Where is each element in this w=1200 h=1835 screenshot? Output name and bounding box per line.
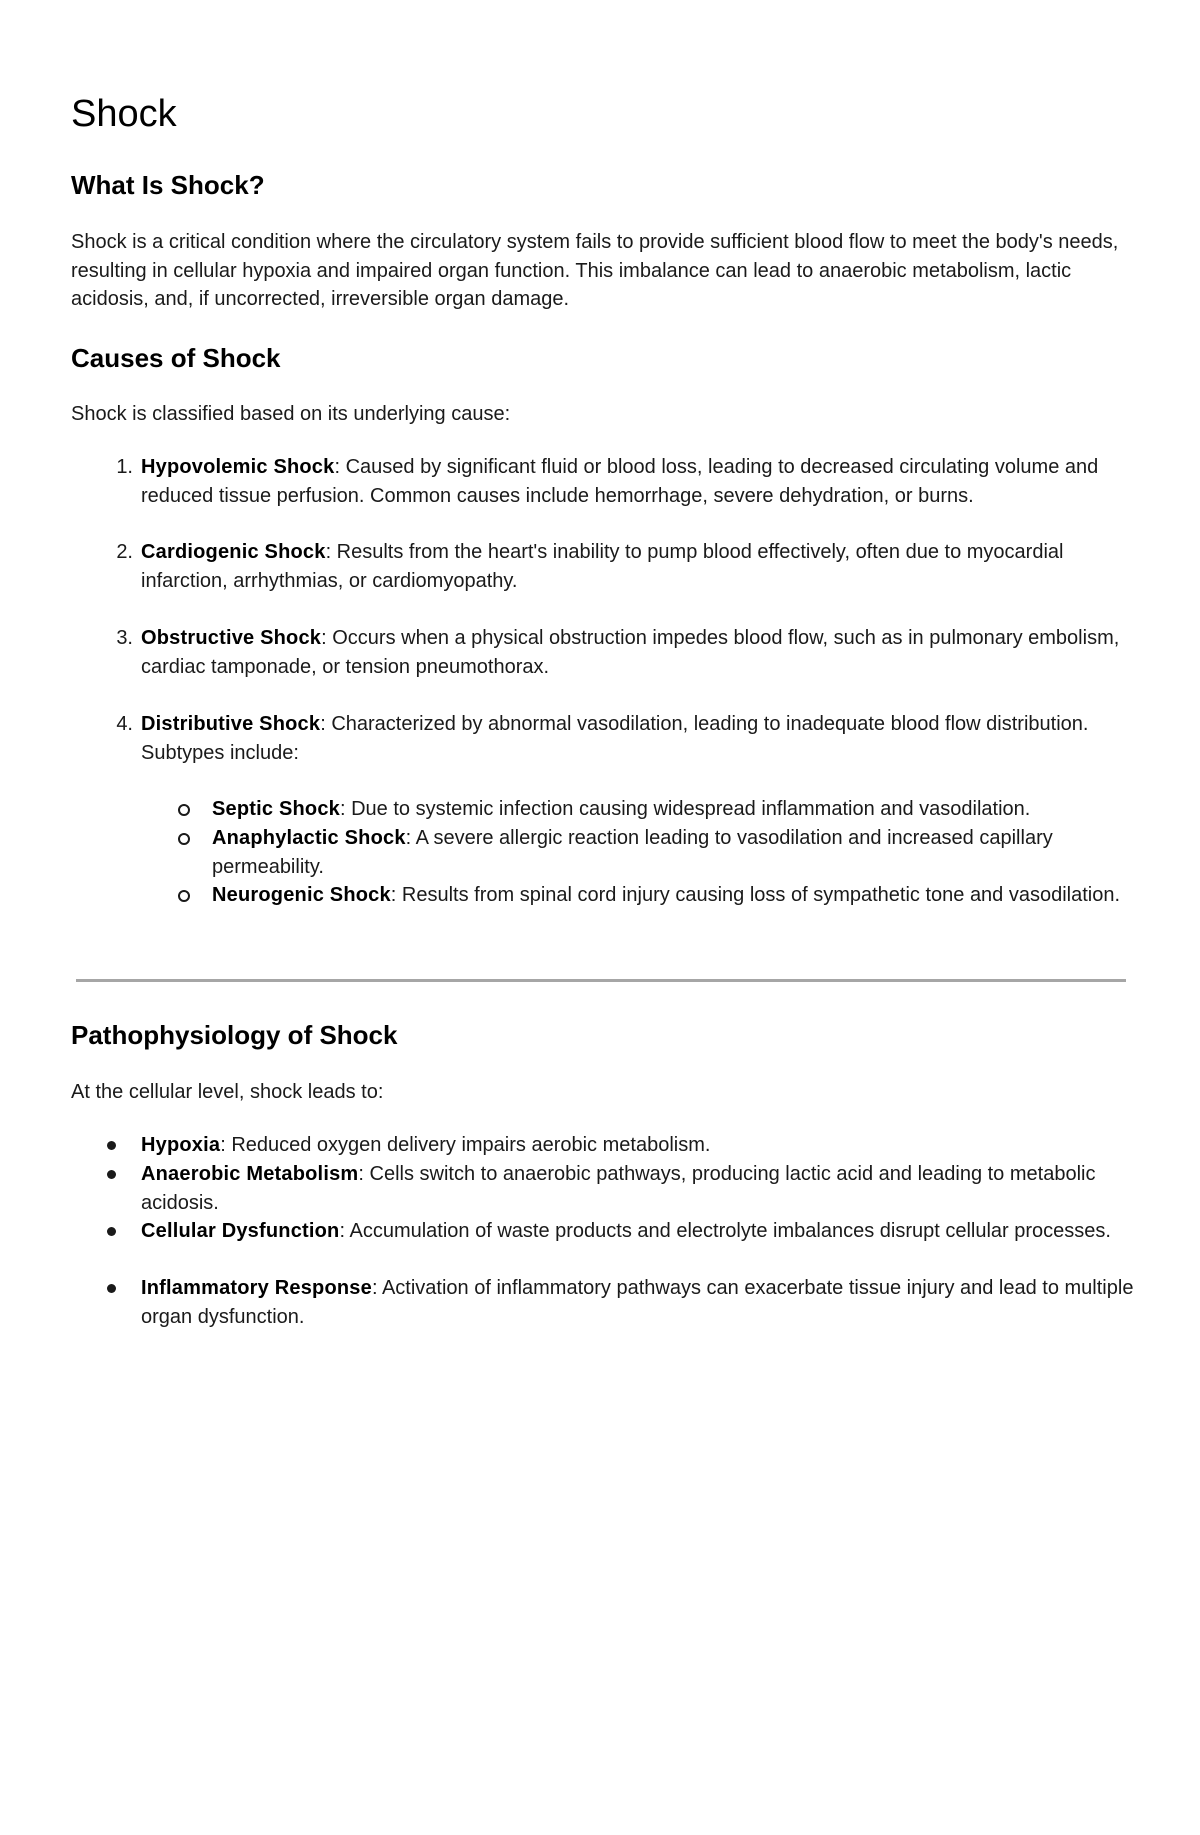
bullet-icon <box>107 1227 116 1236</box>
sub-list-item <box>212 795 1152 824</box>
list-text: : Characterized by abnormal vasodilation, leading to inadequate blood flow distribution. Subtypes include: <box>141 713 1089 764</box>
list-item <box>116 624 1141 681</box>
list-item <box>116 453 1141 510</box>
list-number: 2. <box>116 541 133 563</box>
list-term: Cardiogenic Shock <box>141 541 326 563</box>
page-title: Shock <box>71 93 177 135</box>
bullet-icon <box>107 1141 116 1150</box>
list-text: : Cells switch to anaerobic pathways, producing lactic acid and leading to metabolic acidosis. <box>141 1163 1096 1214</box>
list-text: : Reduced oxygen delivery impairs aerobic metabolism. <box>220 1134 711 1156</box>
list-term: Obstructive Shock <box>141 627 322 649</box>
list-item <box>116 538 1141 595</box>
list-text: : Results from spinal cord injury causing loss of sympathetic tone and vasodilation. <box>390 884 1121 906</box>
list-number: 1. <box>116 456 133 478</box>
horizontal-divider <box>76 979 1126 982</box>
list-item <box>141 1274 1141 1331</box>
causes-intro: Shock is classified based on its underlying cause: <box>71 403 511 425</box>
list-number: 3. <box>116 627 133 649</box>
list-term: Septic Shock <box>212 798 340 820</box>
what-is-shock-paragraph: Shock is a critical condition where the circulatory system fails to provide sufficient blood flow to meet the body's needs, resulting in cellular hypoxia and impaired organ function. This imbalance can lead to anaerobic metabolism, lactic acidosis, and, if uncorrected, irreversible organ damage. <box>71 231 1119 310</box>
list-number: 4. <box>116 713 133 735</box>
list-term: Anaerobic Metabolism <box>141 1163 359 1185</box>
hollow-bullet-icon <box>178 833 190 845</box>
list-term: Anaphylactic Shock <box>212 827 406 849</box>
list-term: Distributive Shock <box>141 713 321 735</box>
hollow-bullet-icon <box>178 890 190 902</box>
list-item <box>141 1131 1141 1160</box>
list-item <box>141 1217 1141 1246</box>
pathophysiology-intro: At the cellular level, shock leads to: <box>71 1081 384 1103</box>
sub-list-item <box>212 881 1152 910</box>
list-text: : Caused by significant fluid or blood loss, leading to decreased circulating volume and reduced tissue perfusion. Common causes include hemorrhage, severe dehydration, or burns. <box>141 456 1099 507</box>
list-term: Cellular Dysfunction <box>141 1220 340 1242</box>
list-item <box>141 1160 1141 1217</box>
list-term: Hypoxia <box>141 1134 221 1156</box>
list-text: : Occurs when a physical obstruction impedes blood flow, such as in pulmonary embolism, cardiac tamponade, or tension pneumothorax. <box>141 627 1120 678</box>
bullet-icon <box>107 1284 116 1293</box>
list-text: : Due to systemic infection causing widespread inflammation and vasodilation. <box>340 798 1031 820</box>
list-term: Neurogenic Shock <box>212 884 391 906</box>
sub-list-item <box>212 824 1152 881</box>
list-text: : Results from the heart's inability to pump blood effectively, often due to myocardial infarction, arrhythmias, or cardiomyopathy. <box>141 541 1064 592</box>
list-text: : Activation of inflammatory pathways can exacerbate tissue injury and lead to multiple organ dysfunction. <box>141 1277 1134 1328</box>
bullet-icon <box>107 1170 116 1179</box>
list-item <box>116 710 1141 767</box>
heading-what-is-shock: What Is Shock? <box>71 170 265 200</box>
list-text: : Accumulation of waste products and electrolyte imbalances disrupt cellular processes. <box>339 1220 1111 1242</box>
list-term: Hypovolemic Shock <box>141 456 335 478</box>
hollow-bullet-icon <box>178 804 190 816</box>
heading-causes-of-shock: Causes of Shock <box>71 343 281 373</box>
heading-pathophysiology: Pathophysiology of Shock <box>71 1020 398 1050</box>
list-term: Inflammatory Response <box>141 1277 372 1299</box>
list-text: : A severe allergic reaction leading to vasodilation and increased capillary permeability. <box>212 827 1053 878</box>
